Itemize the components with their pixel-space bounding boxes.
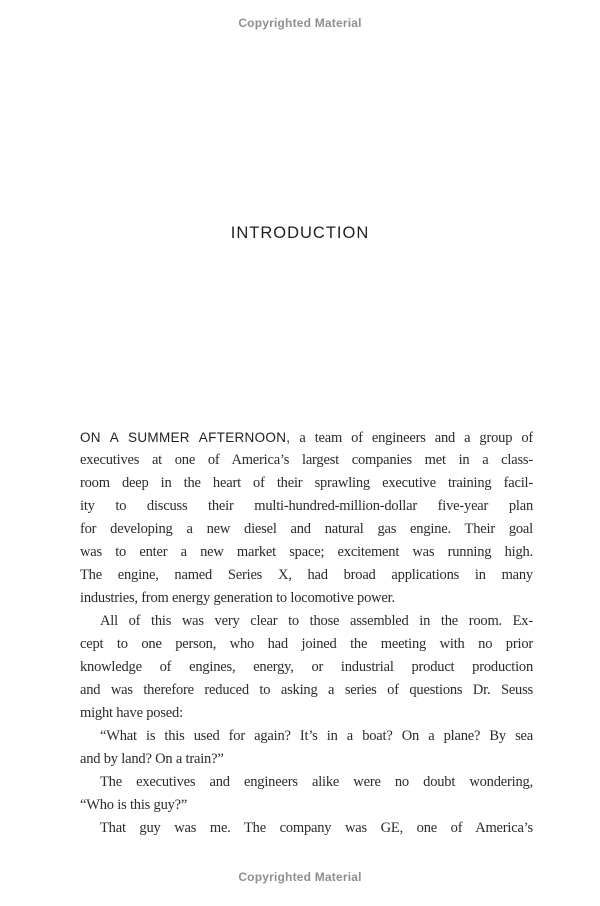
paragraph (80, 817, 533, 840)
text-line: That guy was me. The company was GE, one of America’s (100, 820, 533, 836)
text-line: knowledge of engines, energy, or industrial product production (80, 659, 533, 675)
text-line: and by land? On a train?” (80, 751, 224, 767)
text-line: industries, from energy generation to locomotive power. (80, 590, 395, 606)
text-line: for developing a new diesel and natural gas engine. Their goal (80, 521, 533, 537)
paragraph-dialogue (80, 771, 533, 817)
text-line: “What is this used for again? It’s in a boat? On a plane? By sea (100, 728, 533, 744)
lead-phrase: ON A SUMMER AFTERNOON, (80, 430, 291, 445)
copyright-notice-top: Copyrighted Material (238, 16, 362, 30)
paragraph-opening (80, 426, 533, 610)
text-line: was to enter a new market space; excitement was running high. (80, 544, 533, 560)
text-line: “Who is this guy?” (80, 797, 188, 813)
text-line: and was therefore reduced to asking a series of questions Dr. Seuss (80, 682, 533, 698)
text-line: The engine, named Series X, had broad applications in many (80, 567, 533, 583)
paragraph-dialogue (80, 725, 533, 771)
chapter-heading: INTRODUCTION (230, 224, 370, 242)
body-text (80, 426, 533, 840)
text-line: might have posed: (80, 705, 183, 721)
copyright-notice-bottom: Copyrighted Material (238, 870, 362, 884)
text-line: room deep in the heart of their sprawling executive training facil- (80, 475, 533, 491)
line-text: a team of engineers and a group of (299, 430, 533, 446)
text-line: cept to one person, who had joined the meeting with no prior (80, 636, 533, 652)
text-line: executives at one of America’s largest companies met in a class- (80, 452, 533, 468)
text-line: All of this was very clear to those assembled in the room. Ex- (100, 613, 533, 629)
text-line: The executives and engineers alike were no doubt wondering, (100, 774, 533, 790)
paragraph (80, 610, 533, 725)
text-line (80, 426, 533, 449)
text-line: ity to discuss their multi-hundred-million-dollar five-year plan (80, 498, 533, 514)
